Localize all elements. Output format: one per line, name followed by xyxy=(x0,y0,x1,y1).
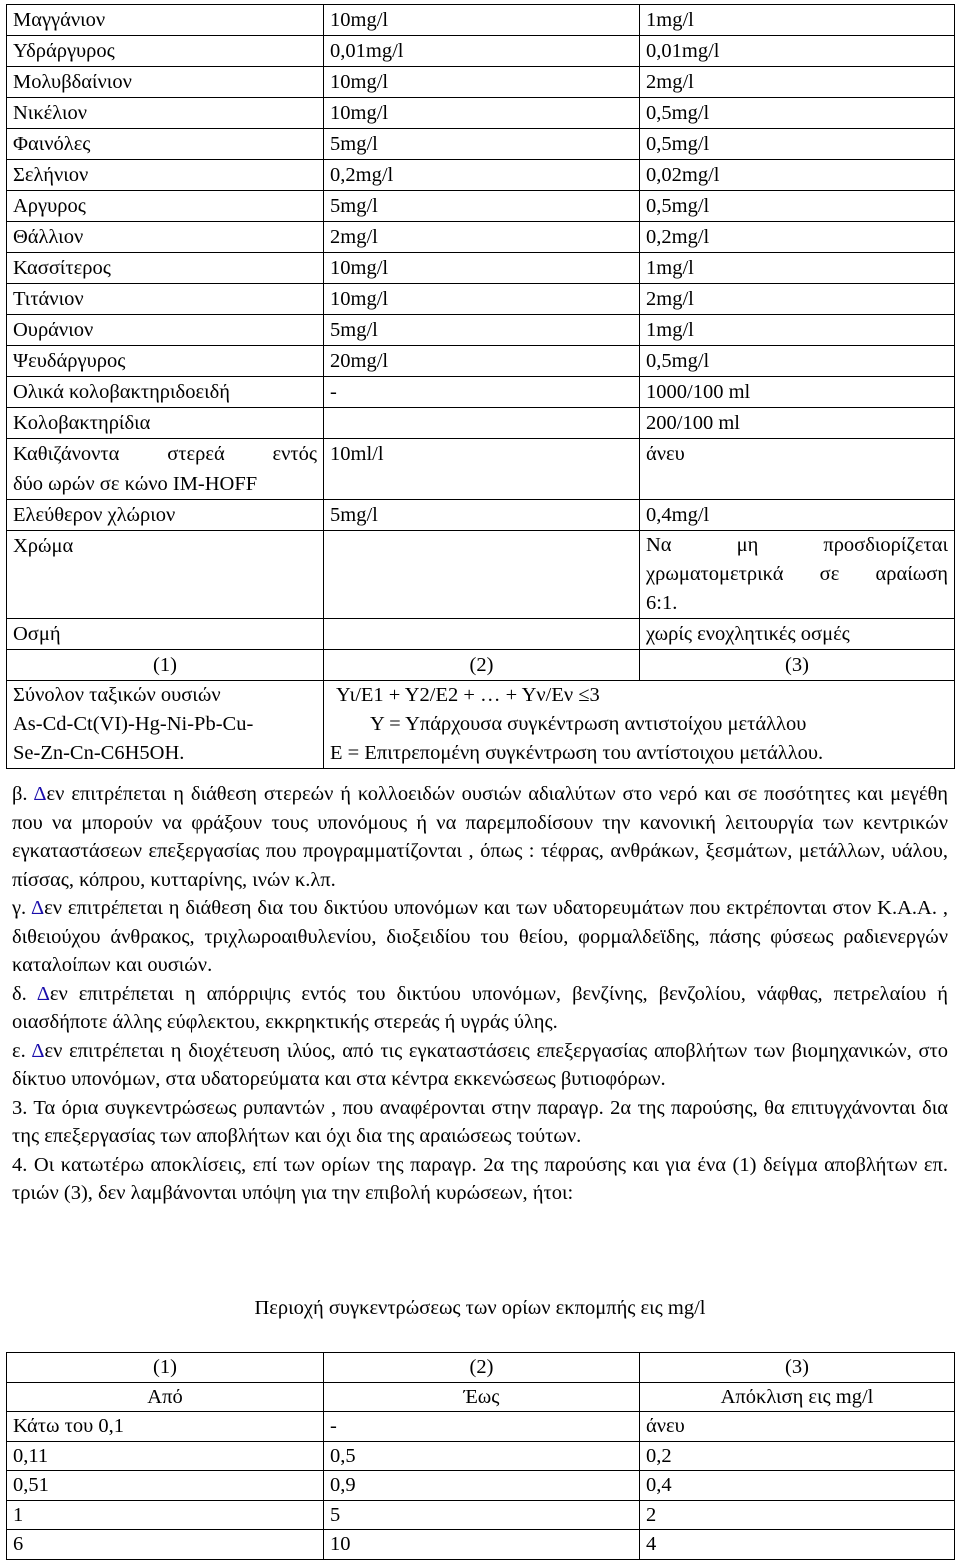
table-cell: 0,2mg/l xyxy=(640,222,955,253)
color-value-line3: 6:1. xyxy=(646,592,678,614)
toxic-line1: Σύνολον ταξικών ουσιών xyxy=(13,684,221,706)
table-cell: Τιτάνιον xyxy=(7,284,324,315)
paragraph-d xyxy=(12,980,948,1037)
table-cell: 2mg/l xyxy=(640,67,955,98)
chlorine-label: Ελεύθερον χλώριον xyxy=(7,500,324,531)
table-cell: 0,5mg/l xyxy=(640,98,955,129)
settle-label-line1: Καθιζάνοντα στερεά εντός xyxy=(13,443,317,465)
table-row xyxy=(7,1353,955,1383)
deviation-table xyxy=(6,1352,955,1560)
table-cell: 2 xyxy=(640,1500,955,1530)
paragraph-text: εν επιτρέπεται η διοχέτευση ιλύος, από τις εγκαταστάσεις επεξεργασίας αποβλήτων των βιομηχανικών, στο δίκτυο υπονόμων, στα υδατορεύματα και στα κέντρα εκκενώσεως βυτιοφόρων. xyxy=(12,1039,948,1090)
settle-label-cell xyxy=(7,439,324,500)
paragraph-initial: Δ xyxy=(31,1039,45,1062)
table-cell: 10 xyxy=(324,1530,640,1560)
table-cell: Ολικά κολοβακτηριδοειδή xyxy=(7,377,324,408)
settle-value-3: άνευ xyxy=(640,439,955,500)
table-cell: 0,2mg/l xyxy=(324,160,640,191)
table-row xyxy=(7,253,955,284)
paragraph-3: 3. Τα όρια συγκεντρώσεως ρυπαντών , που αναφέρονται στην παραγρ. 2α της παρούσης, θα επιτυγχάνονται δια της επεξεργασίας των αποβλήτων και όχι δια της αραιώσεως τούτων. xyxy=(12,1096,948,1147)
table-cell: 0,01mg/l xyxy=(640,36,955,67)
paragraph-text: εν επιτρέπεται η διάθεση δια του δικτύου υπονόμων και των υδατορευμάτων που εκτρέπονται στον Κ.Α.Α. , διθειούχου άνθρακος, τριχλωροαιθυλενίου, διοξειδίου του θείου, φορμαλδεϊδης, πάσης φύσεως ραδιενεργών καταλοίπων και ουσιών. xyxy=(12,897,948,976)
table-cell: 10mg/l xyxy=(324,5,640,36)
table-cell: 10mg/l xyxy=(324,98,640,129)
toxic-label-cell xyxy=(7,681,324,769)
dev-header-to: Έως xyxy=(324,1382,640,1412)
table-row xyxy=(7,1530,955,1560)
table-row xyxy=(7,129,955,160)
table-row xyxy=(7,408,955,439)
table-row xyxy=(7,1471,955,1501)
formula-line3: Ε = Επιτρεπομένη συγκέντρωση του αντίστοιχου μετάλλου. xyxy=(330,742,824,764)
limits-table-tail xyxy=(7,439,955,769)
table-cell: άνευ xyxy=(640,1412,955,1442)
table-row xyxy=(7,222,955,253)
table-cell: 0,2 xyxy=(640,1441,955,1471)
settle-label-line2: δύο ωρών σε κώνο IM-HOFF xyxy=(13,473,258,495)
col-num-3: (3) xyxy=(640,650,955,681)
table-cell: 0,5mg/l xyxy=(640,346,955,377)
table-cell: 0,5mg/l xyxy=(640,191,955,222)
table-row xyxy=(7,1500,955,1530)
dev-col-num-3: (3) xyxy=(640,1353,955,1383)
color-empty-cell xyxy=(324,531,640,619)
table-row xyxy=(7,619,955,650)
table-row xyxy=(7,681,955,769)
table-cell: Ψευδάργυρος xyxy=(7,346,324,377)
paragraph-label: ε. xyxy=(12,1039,32,1062)
table-cell: 0,9 xyxy=(324,1471,640,1501)
table-cell: 1mg/l xyxy=(640,5,955,36)
paragraph-c xyxy=(12,894,948,980)
table-cell: Υδράργυρος xyxy=(7,36,324,67)
chlorine-value-2: 5mg/l xyxy=(324,500,640,531)
table-cell: Φαινόλες xyxy=(7,129,324,160)
paragraph-label: δ. xyxy=(12,982,37,1005)
dev-col-num-2: (2) xyxy=(324,1353,640,1383)
table-cell: - xyxy=(324,377,640,408)
table-cell: Μολυβδαίνιον xyxy=(7,67,324,98)
paragraph-initial: Δ xyxy=(33,783,47,805)
table-cell: Μαγγάνιον xyxy=(7,5,324,36)
table-row xyxy=(7,650,955,681)
table-cell: 0,5 xyxy=(324,1441,640,1471)
formula-line2: Υ = Υπάρχουσα συγκέντρωση αντιστοίχου μετάλλου xyxy=(370,713,807,735)
table-row xyxy=(7,346,955,377)
table-cell: 0,5mg/l xyxy=(640,129,955,160)
table-cell: Κολοβακτηρίδια xyxy=(7,408,324,439)
color-value-cell xyxy=(640,531,955,619)
table-cell: Σελήνιον xyxy=(7,160,324,191)
color-label: Χρώμα xyxy=(7,531,324,619)
toxic-line2: As-Cd-Ct(VI)-Hg-Ni-Pb-Cu- xyxy=(13,713,254,735)
dev-header-deviation: Απόκλιση εις mg/l xyxy=(640,1382,955,1412)
dev-col-num-1: (1) xyxy=(7,1353,324,1383)
paragraph-4: 4. Οι κατωτέρω αποκλίσεις, επί των ορίων της παραγρ. 2α της παρούσης και για ένα (1) δείγμα αποβλήτων επ. τριών (3), δεν λαμβάνονται υπόψη για την επιβολή κυρώσεων, ήτοι: xyxy=(12,1153,948,1204)
paragraph-initial: Δ xyxy=(30,897,45,919)
color-value-line1: Να μη προσδιορίζεται xyxy=(646,534,948,556)
limits-table xyxy=(6,4,955,769)
table-cell: Θάλλιον xyxy=(7,222,324,253)
table-row xyxy=(7,191,955,222)
table-cell: 1000/100 ml xyxy=(640,377,955,408)
table-cell: 5mg/l xyxy=(324,315,640,346)
table-cell: 0,02mg/l xyxy=(640,160,955,191)
table-cell: 4 xyxy=(640,1530,955,1560)
table-cell: 10mg/l xyxy=(324,253,640,284)
table-cell: 0,51 xyxy=(7,1471,324,1501)
table-cell: 10mg/l xyxy=(324,284,640,315)
table-cell: 5mg/l xyxy=(324,191,640,222)
table-row xyxy=(7,1441,955,1471)
table-cell: 1mg/l xyxy=(640,253,955,284)
table-row xyxy=(7,67,955,98)
table-row xyxy=(7,500,955,531)
table-cell: Ουράνιον xyxy=(7,315,324,346)
odor-value: χωρίς ενοχλητικές οσμές xyxy=(640,619,955,650)
paragraph-text: εν επιτρέπεται η απόρριψις εντός του δικτύου υπονόμων, βενζίνης, βενζολίου, νάφθας, πετρελαίου ή οιασδήποτε άλλης εύφλεκτου, εκκρηκτικής στερεάς ή υγράς ύλης. xyxy=(12,982,948,1033)
table-cell: 2mg/l xyxy=(640,284,955,315)
odor-empty-cell xyxy=(324,619,640,650)
paragraph-label: β. xyxy=(12,783,34,805)
settle-value-2: 10ml/l xyxy=(324,439,640,500)
table-cell: 20mg/l xyxy=(324,346,640,377)
table-cell: Κασσίτερος xyxy=(7,253,324,284)
formula-cell xyxy=(324,681,955,769)
paragraph-b xyxy=(12,780,948,894)
formula-line1: Υι/Ε1 + Υ2/Ε2 + … + Υν/Εν ≤3 xyxy=(336,684,600,706)
table-cell: 2mg/l xyxy=(324,222,640,253)
table-cell: Κάτω του 0,1 xyxy=(7,1412,324,1442)
table-cell: 6 xyxy=(7,1530,324,1560)
table-cell: 0,4 xyxy=(640,1471,955,1501)
body-text xyxy=(12,780,948,1208)
table-cell: Αργυρος xyxy=(7,191,324,222)
table-cell: 200/100 ml xyxy=(640,408,955,439)
table-row xyxy=(7,160,955,191)
odor-label: Οσμή xyxy=(7,619,324,650)
table-row xyxy=(7,1382,955,1412)
table-row xyxy=(7,284,955,315)
table-row xyxy=(7,531,955,619)
table-cell xyxy=(324,408,640,439)
table-cell: 1mg/l xyxy=(640,315,955,346)
limits-table-body xyxy=(7,5,955,439)
table-row xyxy=(7,439,955,500)
col-num-2: (2) xyxy=(324,650,640,681)
paragraph-label: γ. xyxy=(12,897,31,919)
table-cell: 0,11 xyxy=(7,1441,324,1471)
deviation-table-body xyxy=(7,1412,955,1560)
table-row xyxy=(7,36,955,67)
table-cell: 5mg/l xyxy=(324,129,640,160)
table-cell: 10mg/l xyxy=(324,67,640,98)
table-cell: 5 xyxy=(324,1500,640,1530)
table-row xyxy=(7,1412,955,1442)
col-num-1: (1) xyxy=(7,650,324,681)
deviation-table-title: Περιοχή συγκεντρώσεως των ορίων εκπομπής εις mg/l xyxy=(254,1297,706,1319)
table-row xyxy=(7,315,955,346)
paragraph-e xyxy=(12,1037,948,1094)
toxic-line3: Se-Zn-Cn-C6H5OH. xyxy=(13,742,185,764)
color-value-line2: χρωματομετρικά σε αραίωση xyxy=(646,563,948,585)
table-row xyxy=(7,377,955,408)
table-row xyxy=(7,98,955,129)
table-row xyxy=(7,5,955,36)
dev-header-from: Από xyxy=(7,1382,324,1412)
table-cell: 0,01mg/l xyxy=(324,36,640,67)
deviation-table-head xyxy=(7,1353,955,1412)
table-cell: Νικέλιον xyxy=(7,98,324,129)
chlorine-value-3: 0,4mg/l xyxy=(640,500,955,531)
table-cell: 1 xyxy=(7,1500,324,1530)
paragraph-initial: Δ xyxy=(36,982,50,1005)
table-cell: - xyxy=(324,1412,640,1442)
paragraph-text: εν επιτρέπεται η διάθεση στερεών ή κολλοειδών ουσιών αδιαλύτων στο νερό και σε ποσότητες και μεγέθη που να μπορούν να φράξουν τους υπονόμους ή να παρεμποδίσουν την κανονική λειτουργία των κεντρικών εγκαταστάσεων επεξεργασίας που προγραμματίζονται , όπως : τέφρας, ανθράκων, ξεσμάτων, μετάλλων, υάλου, πίσσας, κόπρου, κυτταρίνης, ινών κ.λπ. xyxy=(12,783,948,891)
